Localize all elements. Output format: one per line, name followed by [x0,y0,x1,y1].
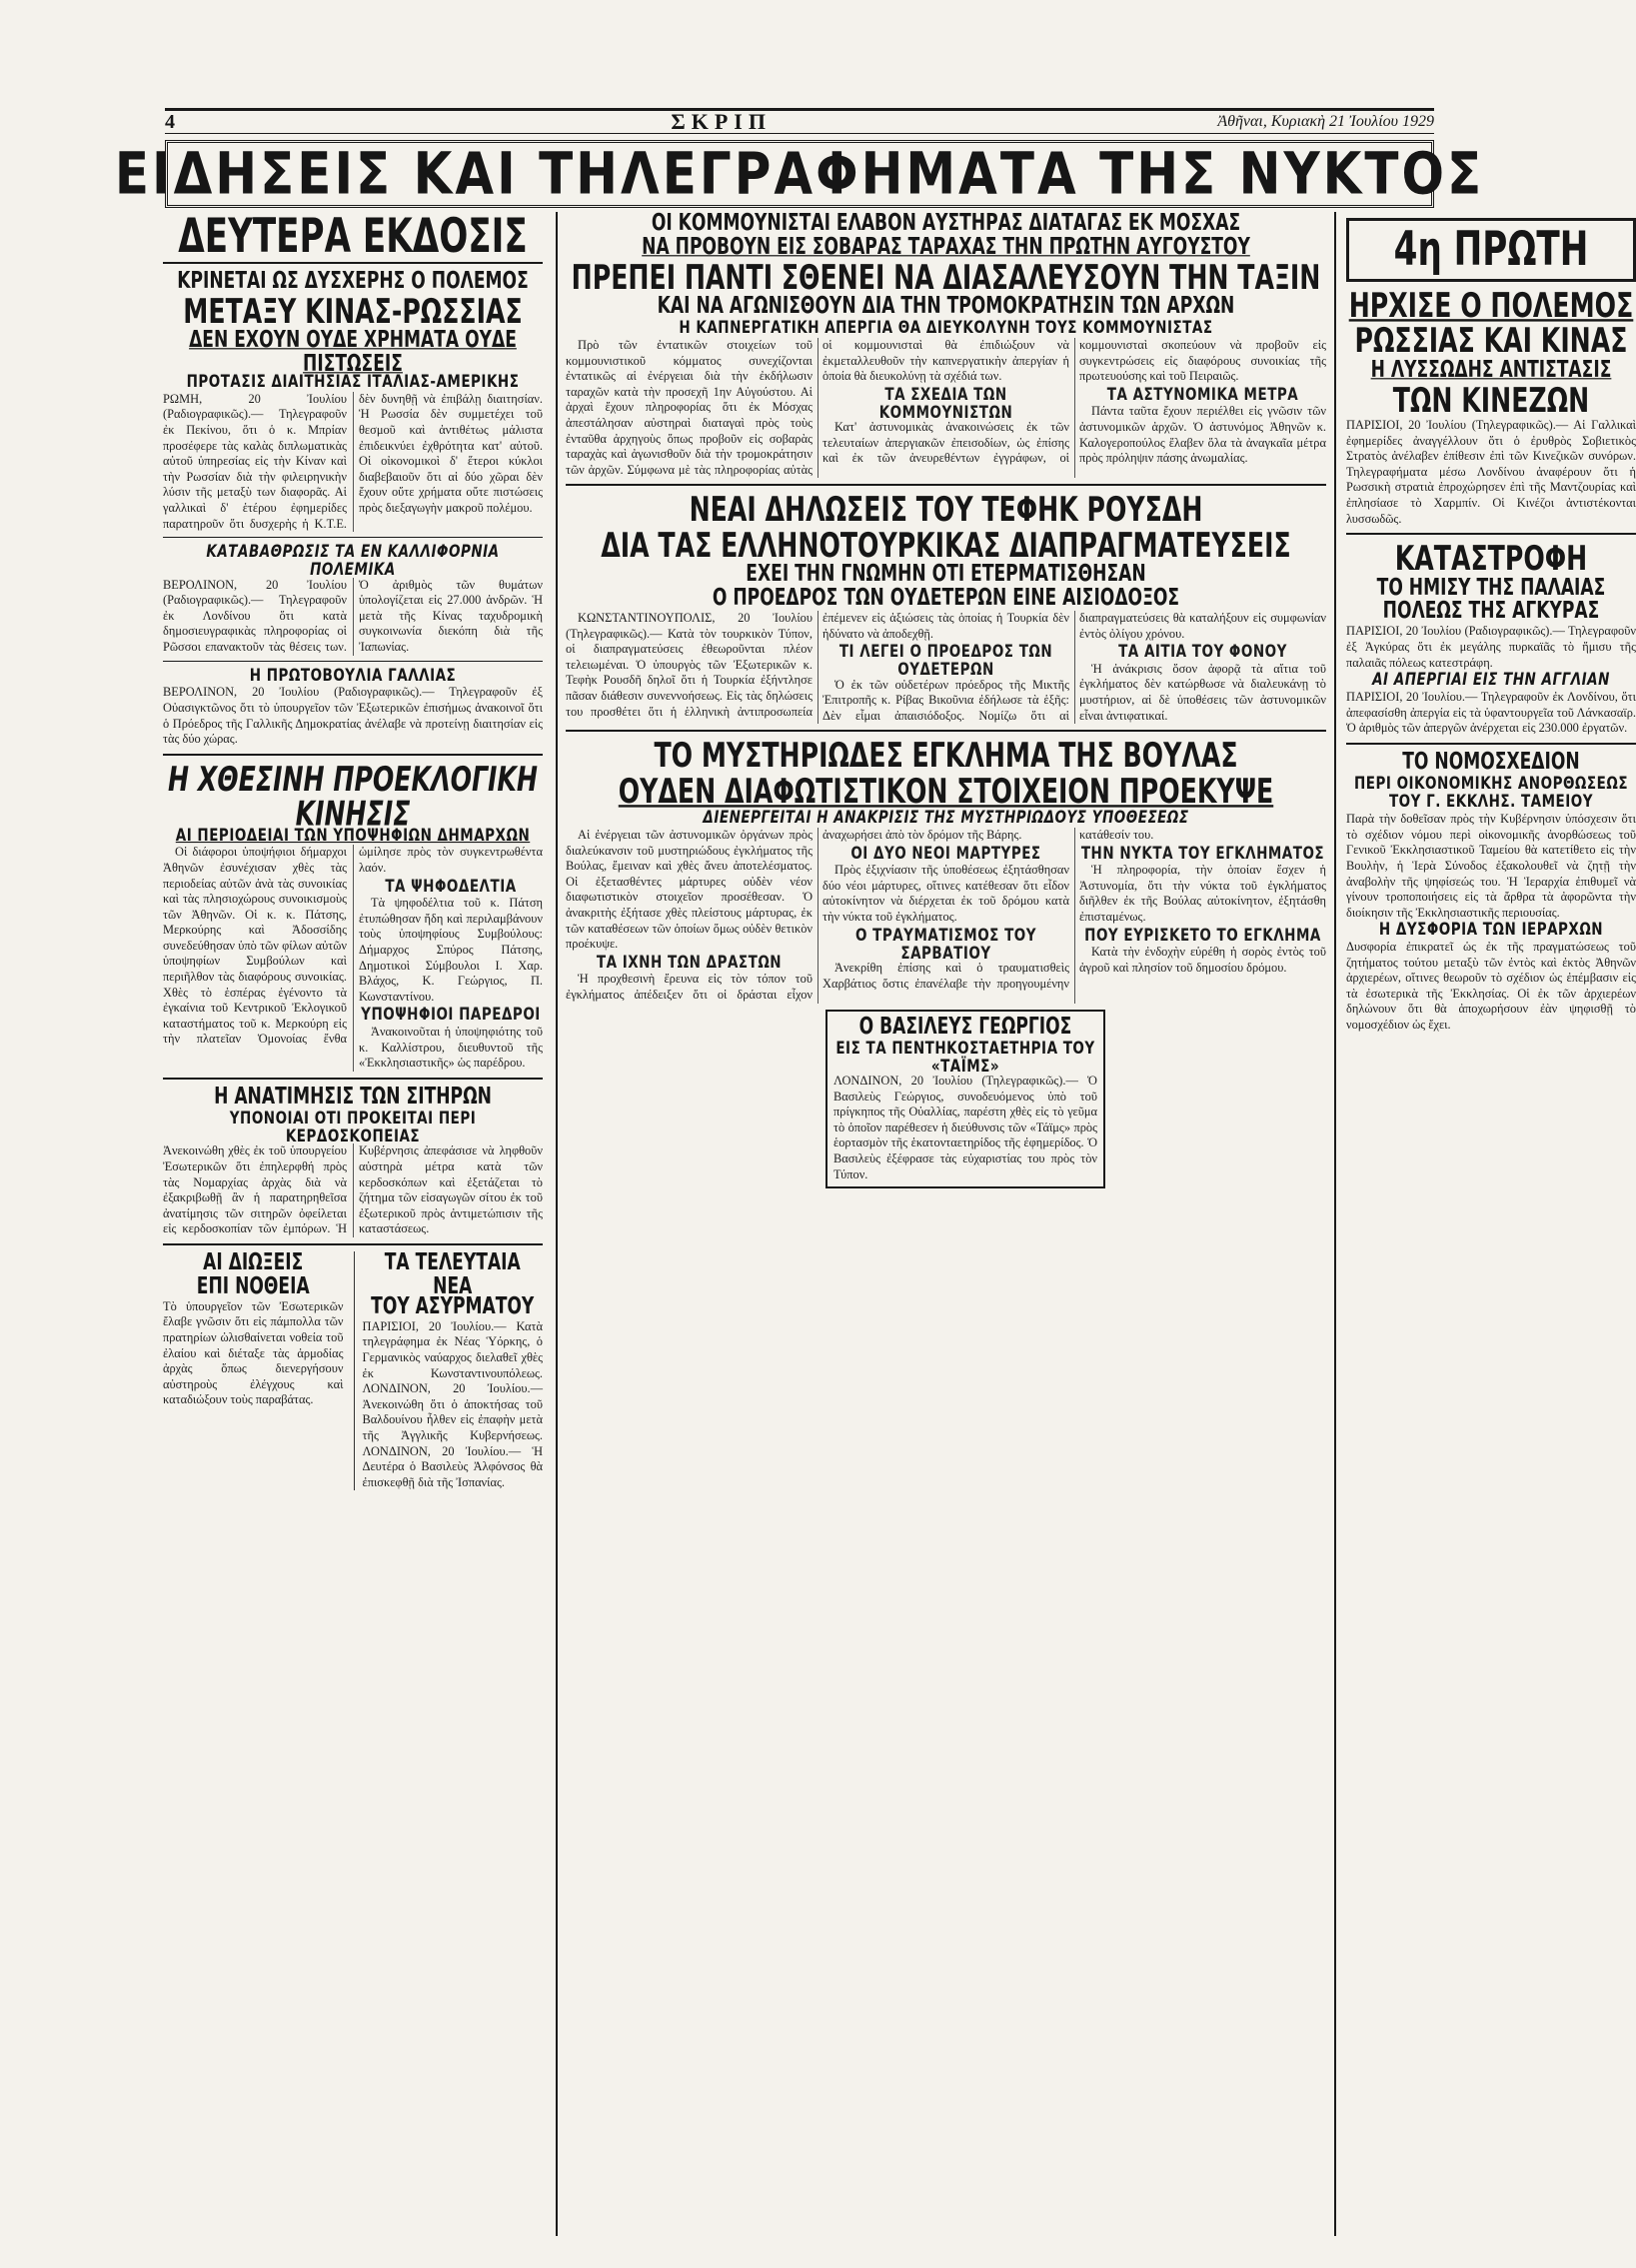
subheadline: ΔΕΝ ΕΧΟΥΝ ΟΥΔΕ ΧΡΗΜΑΤΑ ΟΥΔΕ ΠΙΣΤΩΣΕΙΣ [189,326,517,378]
article-church-fund [1346,748,1636,1034]
subheadline: ΤΙ ΛΕΓΕΙ Ο ΠΡΟΕΔΡΟΣ ΤΩΝ ΟΥΔΕΤΕΡΩΝ [838,640,1053,680]
article-communists [566,209,1326,478]
headline: ΕΠΙ ΝΟΘΕΙΑ [196,1272,310,1299]
article-disaster [163,540,543,655]
article-arbitration [163,664,543,748]
paragraph: Αἱ ἐνέργειαι τῶν ἀστυνομικῶν ὀργάνων πρὸς διαλεύκανσιν τοῦ μυστηριώδους ἐγκλήματος τῆς Βούλας, ἔμειναν καὶ χθὲς ἄνευ ἀποτελέσματος. Οἱ ἐξετασθέντες μάρτυρες οὐδὲν νέον διαφωτιστικὸν στοιχεῖον προσέθεσαν. Ὁ ἀνακριτὴς ἐξήτασε χθὲς πλείστους μάρτυρας, ἐκ τῶν καταθέσεων τῶν ὁποίων ὅμως οὐδὲν θετικὸν προέκυψε. [566,827,813,952]
headline: Η ΑΝΑΤΙΜΗΣΙΣ ΤΩΝ ΣΙΤΗΡΩΝ [214,1083,492,1110]
article-prosecution [163,1248,344,1490]
article-body: Παρὰ τὴν δοθεῖσαν πρὸς τὴν Κυβέρνησιν ὑπόσχεσιν ὅτι τὸ σχέδιον νόμου περὶ οἰκονομικῆς ἀνορθώσεως τοῦ Γενικοῦ Ἐκκλησιαστικοῦ Ταμείου θὰ κατετίθετο εἰς τὴν Βουλὴν, ἡ Ἱερὰ Σύνοδος ἐξακολουθεῖ νὰ ζητῇ τὴν ἀναβολὴν τῆς ψηφίσεώς του. Ἡ Ἱεραρχία ἐπιθυμεῖ νὰ γίνουν τροποποιήσεις εἰς τὰ ἄρθρα τὰ ἀφορῶντα τὴν διοίκησιν τῆς Ἐκκλησιαστικῆς περιουσίας. [1346,812,1636,920]
headline: ΚΡΙΝΕΤΑΙ ΩΣ ΔΥΣΧΕΡΗΣ Ο ΠΟΛΕΜΟΣ [177,267,529,294]
headline: Η ΠΡΩΤΟΒΟΥΛΙΑ ΓΑΛΛΙΑΣ [249,664,457,686]
article-body: ΠΑΡΙΣΙΟΙ, 20 Ἰουλίου.— Τηλεγραφοῦν ἐκ Λονδίνου, ὅτι ἀπεφασίσθη ἀπεργία εἰς τὰ ὑφαντουργεῖα τοῦ Λάνκασαϊρ. Ὁ ἀριθμὸς τῶν ἀπεργῶν ἀνέρχεται εἰς 230.000 ἐργατῶν. [1346,689,1636,736]
article-body [566,828,1326,1004]
paragraph: Πάντα ταῦτα ἔχουν περιέλθει εἰς γνῶσιν τῶν ἀστυνομικῶν ἀρχῶν. Ὁ ἀστυνόμος Ἀθηνῶν κ. Καλογεροπούλος ἔλαβεν ὅλα τὰ ἀναγκαῖα μέτρα πρὸς πρόληψιν πάσης ἀνωμαλίας. [1079,404,1326,466]
subheadline: ΟΙ ΔΥΟ ΝΕΟΙ ΜΑΡΤΥΡΕΣ [850,842,1041,863]
article-body: Ἀνεκοινώθη χθὲς ἐκ τοῦ ὑπουργείου Ἐσωτερικῶν ὅτι ἐπηλερφθή πρὸς τὰς Νομαρχίας ἀρχὰς διὰ νὰ ἐξακριβωθῇ ἂν ἡ παρατηρηθεῖσα ἀνατίμησις τῶν σιτηρῶν ὀφείλεται εἰς κερδοσκοπίαν τῶν ἐμπόρων. Ἡ Κυβέρνησις ἀπεφάσισε νὰ ληφθοῦν αὐστηρὰ μέτρα κατὰ τῶν κερδοσκόπων καὶ ἐξετάζεται τὸ ζήτημα τῶν εἰσαγωγῶν σίτου ἐκ τοῦ ἐξωτερικοῦ πρὸς ἀντιμετώπισιν τῆς καταστάσεως. [163,1143,543,1236]
headline: ΤΟ ΜΥΣΤΗΡΙΩΔΕΣ ΕΓΚΛΗΜΑ ΤΗΣ ΒΟΥΛΑΣ [654,736,1238,776]
paragraph: Πρὸς ἐξιχνίασιν τῆς ὑποθέσεως ἐξητάσθησαν δύο νέοι μάρτυρες, οἵτινες κατέθεσαν ὅτι εἶδον αὐτοκίνητον νὰ διέρχεται ἐκ τοῦ δρόμου κατὰ τὴν νύκτα τοῦ ἐγκλήματος. [822,863,1069,925]
headline: ΤΟ ΗΜΙΣΥ ΤΗΣ ΠΑΛΑΙΑΣ [1376,574,1606,601]
article-body: ΒΕΡΟΛΙΝΟΝ, 20 Ἰουλίου (Ραδιογραφικῶς).— Τηλεγραφοῦν ἐξ Οὐασιγκτῶνος ὅτι τὸ ὑπουργεῖον τῶν Ἐξωτερικῶν ἐπισήμως ἀνακοινοῖ ὅτι ὁ Πρόεδρος τῆς Γαλλικῆς Δημοκρατίας ἀνέλαβε νὰ προτείνῃ διαιτησίαν εἰς τὰς δύο χώρας. [163,685,543,747]
headline: ΠΟΛΕΩΣ ΤΗΣ ΑΓΚΥΡΑΣ [1382,598,1600,625]
subheadline: ΔΙΕΝΕΡΓΕΙΤΑΙ Η ΑΝΑΚΡΙΣΙΣ ΤΗΣ ΜΥΣΤΗΡΙΩΔΟΥΣ ΥΠΟΘΕΣΕΩΣ [703,806,1189,828]
subheadline: ΥΠΟΨΗΦΙΟΙ ΠΑΡΕΔΡΟΙ [361,1004,541,1025]
column-left [163,208,543,2236]
subheadline: ΕΧΕΙ ΤΗΝ ΓΝΩΜΗΝ ΟΤΙ ΕΤΕΡΜΑΤΙΣΘΗΣΑΝ [746,560,1146,588]
article-body: ΒΕΡΟΛΙΝΟΝ, 20 Ἰουλίου (Ραδιογραφικῶς).— Τηλεγραφοῦν ἐκ Λονδίνου ὅτι κατὰ δημοσιευγραφικὰς πληροφορίας οἱ Ρῶσσοι επανακτοῦν τὰς θέσεις των. Ὁ ἀριθμὸς τῶν θυμάτων ὑπολογίζεται εἰς 27.000 ἀνδρῶν. Ἡ μετὰ τῆς Κίνας ταχυδρομικὴ συγκοινωνία διεκόπη διὰ τῆς Ἰαπωνίας. [163,577,543,655]
headline: ΡΩΣΣΙΑΣ ΚΑΙ ΚΙΝΑΣ [1354,320,1628,361]
article-latest-wireless [354,1248,544,1490]
subheadline: ΠΟΥ ΕΥΡΙΣΚΕΤΟ ΤΟ ΕΓΚΛΗΜΑ [1084,924,1321,946]
article-body: Τὸ ὑπουργεῖον τῶν Ἐσωτερικῶν ἔλαβε γνῶσιν ὅτι εἰς πάμπολλα τῶν πρατηρίων ὠλισθαίνεται νοθεία τοῦ ἐλαίου καὶ διέταξε τὰς ἀρμοδίας ἀρχὰς ὅπως διενεργήσουν αὐστηροὺς ἐλέγχους καὶ καταδιώξουν τοὺς παραβάτας. [163,1298,344,1407]
subheadline: ΕΙΣ ΤΑ ΠΕΝΤΗΚΟΣΤΑΕΤΗΡΙΑ ΤΟΥ «ΤΑΪΜΣ» [835,1037,1095,1077]
article-body [566,338,1326,478]
paragraph: Οἱ διάφοροι ὑποψήφιοι δήμαρχοι Ἀθηνῶν ἐσυνέχισαν χθὲς τὰς περιοδείας αὐτῶν ἀνὰ τὰς συνοικίας καὶ τὰς πλησιοχώρους συνοικισμοὺς τῶν Ἀθηνῶν. Οἱ κ. κ. Πάτσης, Μερκούρης καὶ Ἀδοσσίδης συνεδεύθησαν ὑπὸ τῶν φίλων αὐτῶν ὑποψηφίων Συμβούλων καὶ περιῆλθον τὰς διαφόρους συνοικίας. Χθὲς τὸ ἑσπέρας ἐγένοντο τὰ ἐγκαίνια τοῦ Κεντρικοῦ Ἐκλογικοῦ καταστήματος τοῦ κ. Μερκούρη εἰς τὴν πλατεῖαν Ὁμονοίας ἔνθα ὡμίλησε πρὸς τὸν συγκεντρωθέντα λαόν. [163,845,543,1047]
page-banner [114,140,1485,208]
subheadline: ΤΩΝ ΚΙΝΕΖΩΝ [1392,380,1590,420]
subheadline: ΤΑ ΨΗΦΟΔΕΛΤΙΑ [385,875,517,896]
latest-edition-box [1346,218,1636,282]
latest-edition-label: 4η ΠΡΩΤΗ [1393,221,1589,277]
paragraph: Τὰ ψηφοδέλτια τοῦ κ. Πάτση ἐτυπώθησαν ἤδη καὶ περιλαμβάνουν τοὺς ὑποψηφίους Συμβούλους: Δήμαρχος Σπύρος Πάτσης, Δημοτικοὶ Σύμβουλοι Ι. Χαρ. Βλάχος, Κ. Γεώργιος, Π. Κωνσταντίνου. [359,896,543,1004]
article-body [566,611,1326,724]
subheadline: Η ΛΥΣΣΩΔΗΣ ΑΝΤΙΣΤΑΣΙΣ [1370,356,1612,383]
headline: ΠΕΡΙ ΟΙΚΟΝΟΜΙΚΗΣ ΑΝΟΡΘΩΣΕΩΣ [1353,772,1629,794]
edition-title: ΔΕΥΤΕΡΑ ΕΚΔΟΣΙΣ [178,208,528,264]
subheadline: ΥΠΟΝΟΙΑΙ ΟΤΙ ΠΡΟΚΕΙΤΑΙ ΠΕΡΙ ΚΕΡΔΟΣΚΟΠΕΙΑΣ [229,1107,477,1146]
subheadline: Η ΔΥΣΦΟΡΙΑ ΤΩΝ ΙΕΡΑΡΧΩΝ [1378,919,1604,940]
headline: ΜΕΤΑΞΥ ΚΙΝΑΣ-ΡΩΣΣΙΑΣ [183,291,523,332]
headline: ΤΑ ΤΕΛΕΥΤΑΙΑ ΝΕΑ [384,1248,521,1299]
subheadline: ΑΙ ΠΕΡΙΟΔΕΙΑΙ ΤΩΝ ΥΠΟΨΗΦΙΩΝ ΔΗΜΑΡΧΩΝ [175,824,531,845]
article-grain [163,1083,543,1237]
article-ankara-disaster [1346,538,1636,737]
article-war-china-russia [163,267,543,532]
headline: Ο ΒΑΣΙΛΕΥΣ ΓΕΩΡΓΙΟΣ [858,1013,1072,1040]
paragraph: Κατ' ἀστυνομικὰς ἀνακοινώσεις ἐκ τῶν τελευταίων ἀπεργιακῶν ἐπεισοδίων, ὡς ἐπίσης καὶ ἐκ τῶν ἀνευρεθέντων ἐγγράφων, οἱ κομμουνισταὶ σκοπεύουν νὰ προβοῦν εἰς συγκεντρώσεις εἰς διαφόρους συνοικίας τῆς πρωτευούσης καὶ τοῦ Πειραιῶς. [822,337,1326,466]
headline: ΝΕΑΙ ΔΗΛΩΣΕΙΣ ΤΟΥ ΤΕΦΗΚ ΡΟΥΣΔΗ [689,489,1203,530]
article-body: ΠΑΡΙΣΙΟΙ, 20 Ἰουλίου (Ραδιογραφικῶς).— Τηλεγραφοῦν ἐξ Ἀγκύρας ὅτι ἐκ μεγάλης πυρκαϊᾶς τὸ ἥμισυ τῆς παλαιᾶς πόλεως κατεστράφη. [1346,624,1636,670]
article-rushdi [566,489,1326,724]
headline: ΤΟ ΝΟΜΟΣΧΕΔΙΟΝ [1402,748,1580,775]
article-war-started [1346,285,1636,527]
headline: ΝΑ ΠΡΟΒΟΥΝ ΕΙΣ ΣΟΒΑΡΑΣ ΤΑΡΑΧΑΣ ΤΗΝ ΠΡΩΤΗΝ ΑΥΓΟΥΣΤΟΥ [642,233,1250,260]
headline: ΟΙ ΚΟΜΜΟΥΝΙΣΤΑΙ ΕΛΑΒΟΝ ΑΥΣΤΗΡΑΣ ΔΙΑΤΑΓΑΣ ΕΚ ΜΟΣΧΑΣ [651,209,1241,236]
headline: Η ΧΘΕΣΙΝΗ ΠΡΟΕΚΛΟΓΙΚΗ ΚΙΝΗΣΙΣ [167,759,538,835]
subheadline: Ο ΠΡΟΕΔΡΟΣ ΤΩΝ ΟΥΔΕΤΕΡΩΝ ΕΙΝΕ ΑΙΣΙΟΔΟΞΟΣ [712,584,1180,612]
subheadline: Ο ΤΡΑΥΜΑΤΙΣΜΟΣ ΤΟΥ ΣΑΡΒΑΤΙΟΥ [854,924,1037,964]
headline: ΑΙ ΔΙΩΞΕΙΣ [203,1248,304,1275]
banner-title: ΕΙΔΗΣΕΙΣ ΚΑΙ ΤΗΛΕΓΡΑΦΗΜΑΤΑ ΤΗΣ ΝΥΚΤΟΣ [114,140,1485,208]
date-line: Ἀθῆναι, Κυριακὴ 21 Ἰουλίου 1929 [1217,113,1434,130]
subheadline: ΤΗΝ ΝΥΚΤΑ ΤΟΥ ΕΓΚΛΗΜΑΤΟΣ [1080,842,1325,863]
subheadline: ΤΑ ΑΙΤΙΑ ΤΟΥ ΦΟΝΟΥ [1118,640,1287,662]
paragraph: Πρὸ τῶν ἐντατικῶν στοιχείων τοῦ κομμουνιστικοῦ κόμματος συνεχίζονται ἐντατικῶς αἱ ἐνέργειαι διὰ τὴν ἐκδήλωσιν ταραχῶν κατὰ τὴν προσεχῆ 1ην Αὐγούστου. Αἱ ἀρχαὶ ἔχουν πληροφορίας ὅτι ἐκ Μόσχας ἀπεστάλησαν αὐστηραὶ διαταγαὶ πρὸς τοὺς ἐνταῦθα ἀρχηγοὺς ὅπως προβοῦν εἰς σοβαρὰς ταραχὰς καὶ ἀγωνισθοῦν διὰ τὴν τρομοκράτησιν τῶν ἀρχῶν. Σύμφωνα μὲ τὰς πληροφορίας αὐτὰς οἱ κομμουνισταὶ θὰ ἐπιδιώξουν νὰ ἐκμεταλλευθοῦν τὴν καπνεργατικὴν ἀπεργίαν ἡ ὁποία θὰ διευκολύνῃ τὰ σχέδιά των. [566,337,1069,477]
subheadline: ΤΑ ΑΣΤΥΝΟΜΙΚΑ ΜΕΤΡΑ [1106,383,1299,405]
column-center [556,209,1336,2236]
article-body [163,845,543,1072]
article-crime [566,738,1326,1003]
paragraph: ΚΩΝΣΤΑΝΤΙΝΟΥΠΟΛΙΣ, 20 Ἰουλίου (Τηλεγραφικῶς).— Κατὰ τὸν τουρκικὸν Τύπον, οἱ διαπραγματεύσεις ἐθεωροῦνται πλέον τελειωμέναι. Ὁ ὑπουργὸς τῶν Ἐξωτερικῶν κ. Τεφὴκ Ρουσδῆ δηλοῖ ὅτι ἡ Τουρκία ἐξήντλησε πᾶσαν διάθεσιν συνεννοήσεως. Εἰς τὰς δηλώσεις του προσθέτει ὅτι ἡ ἑλληνικὴ ἀντιπροσωπεία ἐπέμενεν εἰς ἀξιώσεις τὰς ὁποίας ἡ Τουρκία δὲν ἠδύνατο νὰ ἀποδεχθῇ. [566,610,1069,719]
headline: ΤΟΥ ΑΣΥΡΜΑΤΟΥ [371,1292,535,1319]
masthead [165,108,1434,134]
bottom-row [163,1248,543,1490]
article-body: ΡΩΜΗ, 20 Ἰουλίου (Ραδιογραφικῶς).— Τηλεγραφοῦν ἐκ Πεκίνου, ὅτι ὁ κ. Μπρίαν προσέφερε τὰς καλὰς διπλωματικὰς αὐτοῦ ὑπηρεσίας εἰς τὴν Κίναν καὶ τὴν Ρωσσίαν διὰ τὴν φιλειρηνικὴν λύσιν τῆς μεταξὺ των διαφορᾶς. Αἱ γαλλικαὶ δ' ἑτέρου ἐφημερίδες παρατηροῦν ὅτι δυσχερὴς ἡ Κ.Τ.Ε. δὲν δυνηθῇ νὰ ἐπιβάλῃ διαιτησίαν. Ἡ Ρωσσία δὲν συμμετέχει τοῦ θεσμοῦ καὶ ἀντιθέτως μάλιστα ἐπιδεικνύει ἐχθρότητα κατ' αὐτοῦ. Οἱ οἰκονομικοὶ δ' ἕτεροι κύκλοι διαβεβαιοῦν ὅτι αἱ δύο χῶραι δὲν ἔχουν οὔτε χρήματα οὔτε πιστώσεις πρὸς διεξαγωγὴν μακροῦ πολέμου. [163,391,543,531]
subheadline: ΚΑΙ ΝΑ ΑΓΩΝΙΣΘΟΥΝ ΔΙΑ ΤΗΝ ΤΡΟΜΟΚΡΑΤΗΣΙΝ ΤΩΝ ΑΡΧΩΝ [657,292,1235,320]
subheadline: Η ΚΑΠΝΕΡΓΑΤΙΚΗ ΑΠΕΡΓΙΑ ΘΑ ΔΙΕΥΚΟΛΥΝΗ ΤΟΥΣ ΚΟΜΜΟΥΝΙΣΤΑΣ [679,316,1213,338]
article-body: Δυσφορία ἐπικρατεῖ ὡς ἐκ τῆς πραγματώσεως τοῦ ζητήματος τούτου μεταξὺ τῶν ἐντὸς καὶ ἐκτὸς Ἀθηνῶν ἀρχιερέων, οἵτινες θεωροῦν τὸ σχέδιον ὡς ἐπέμβασιν εἰς τὰ ἐσωτερικὰ τῆς Ἐκκλησίας. Οἱ ἐκ τῶν ἀρχιερέων δηλώνουν ὅτι θὰ ἀποχωρήσουν ἐὰν ψηφισθῇ τὸ νομοσχέδιον ὡς ἔχει. [1346,940,1636,1033]
headline: ΚΑΤΑΒΑΘΡΩΣΙΣ ΤΑ ΕΝ ΚΑΛΛΙΦΟΡΝΙΑ ΠΟΛΕΜΙΚΑ [206,540,500,580]
page-number: 4 [165,110,175,133]
headline: ΗΡΧΙΣΕ Ο ΠΟΛΕΜΟΣ [1348,285,1634,326]
article-body: ΠΑΡΙΣΙΟΙ, 20 Ἰουλίου (Τηλεγραφικῶς).— Αἱ Γαλλικαὶ ἐφημερίδες ἀναγγέλλουν ὅτι ὁ ἐρυθρὸς Σοβιετικὸς Στρατὸς ἀνέλαβεν ἐπίθεσιν ἐπὶ τῶν Κινεζικῶν συνόρων. Τηλεγραφήματα μέσω Λονδίνου ἀναφέρουν ὅτι ἡ Ρωσσικὴ στρατιὰ ἐπροχώρησεν ἐπὶ τῆς Μαντζουρίας καὶ ἐπλησίασε τὸ Χαρμπίν. Οἱ Κινέζοι ἀντιστέκονται λυσσωδῶς. [1346,418,1636,526]
article-election [163,759,543,1072]
article-body: ΛΟΝΔΙΝΟΝ, 20 Ἰουλίου (Τηλεγραφικῶς).— Ὁ Βασιλεὺς Γεώργιος, συνοδευόμενος ὑπὸ τοῦ πρίγκηπος τῆς Οὐαλλίας, παρέστη χθὲς εἰς τὸ γεῦμα τὸ ὁποῖον παρέθεσεν ἡ διεύθυνσις τῶν «Τάϊμς» πρὸς ἑορτασμὸν τῆς ἑκατονταετηρίδος τῆς ἐφημερίδος. Ὁ Βασιλεὺς ἐξέφρασε τὰς εὐχαριστίας του πρὸς τὸν Τύπον. [833,1074,1097,1181]
subheadline: ΤΑ ΙΧΝΗ ΤΩΝ ΔΡΑΣΤΩΝ [596,951,783,973]
paragraph: Ὁ ἐκ τῶν οὐδετέρων πρόεδρος τῆς Μικτῆς Ἐπιτροπῆς κ. Ρίβας Βικοῦνια ἐδήλωσε τὰ ἑξῆς: Δὲν εἶμαι ἀπαισιόδοξος. Νομίζω ὅτι αἱ διαπραγματεύσεις θὰ καταλήξουν εἰς συμφωνίαν ἐντὸς ὀλίγου χρόνου. [822,610,1326,723]
headline: ΚΑΤΑΣΤΡΟΦΗ [1394,538,1588,579]
paragraph: Ἡ προχθεσινὴ ἔρευνα εἰς τὸν τόπον τοῦ ἐγκλήματος ἀπέδειξεν ὅτι οἱ δράσται εἶχον ἀναχωρήσει ἀπὸ τὸν δρόμον τῆς Βάρης. [566,827,1022,1003]
headline: ΟΥΔΕΝ ΔΙΑΦΩΤΙΣΤΙΚΟΝ ΣΤΟΙΧΕΙΟΝ ΠΡΟΕΚΥΨΕ [618,771,1274,812]
article-body: ΠΑΡΙΣΙΟΙ, 20 Ἰουλίου.— Κατὰ τηλεγράφημα ἐκ Νέας Ὑόρκης, ὁ Γερμανικὸς ναύαρχος διελαθεῖ χθὲς ἐκ Κωνσταντινουπόλεως. ΛΟΝΔΙΝΟΝ, 20 Ἰουλίου.— Ἀνεκοινώθη ὅτι ὁ ἀποκτήσας τοῦ Βαλδουίνου ἦλθεν εἰς ἐπαφὴν μετὰ τῆς Ἀγγλικῆς Κυβερνήσεως. ΛΟΝΔΙΝΟΝ, 20 Ἰουλίου.— Ἡ Δευτέρα ὁ Βασιλεὺς Ἀλφόνσος θὰ ἐπισκεφθῇ διὰ τῆς Ἰσπανίας. [362,1318,543,1489]
paragraph: Ἡ ἀνάκρισις ὅσον ἀφορᾷ τὰ αἴτια τοῦ ἐγκλήματος δὲν κατώρθωσε νὰ διαλευκάνῃ τὸ μυστήριον, αἱ δὲ ὑποθέσεις τῶν ἀστυνομικῶν εἶναι ἀντιφατικαί. [1079,661,1326,723]
paragraph: Ἡ πληροφορία, τὴν ὁποίαν ἔσχεν ἡ Ἀστυνομία, ὅτι τὴν νύκτα τοῦ ἐγκλήματος διῆλθεν ἐκ τῆς Βούλας αὐτοκίνητον, ἐξητάσθη ἐπισταμένως. [1079,863,1326,925]
column-right [1346,212,1636,2236]
headline: ΔΙΑ ΤΑΣ ΕΛΛΗΝΟΤΟΥΡΚΙΚΑΣ ΔΙΑΠΡΑΓΜΑΤΕΥΣΕΙΣ [601,525,1291,565]
article-king [825,1010,1105,1189]
paper-name: ΣΚΡΙΠ [671,109,772,134]
subheadline: ΤΑ ΣΧΕΔΙΑ ΤΩΝ ΚΟΜΜΟΥΝΙΣΤΩΝ [878,383,1013,423]
paragraph: Κατὰ τὴν ἐνδοχὴν εὑρέθη ἡ σορὸς ἐντὸς τοῦ ἀγροῦ καὶ πλησίον τοῦ δημοσίου δρόμου. [1079,945,1326,976]
paragraph: Ἀνακοινοῦται ἡ ὑποψηφιότης τοῦ κ. Καλλίστρου, διευθυντοῦ τῆς «Ἐκκλησιαστικῆς» ὡς παρέδρου. [359,1025,543,1071]
subheadline: ΑΙ ΑΠΕΡΓΙΑΙ ΕΙΣ ΤΗΝ ΑΓΓΛΙΑΝ [1372,668,1610,690]
headline: ΠΡΕΠΕΙ ΠΑΝΤΙ ΣΘΕΝΕΙ ΝΑ ΔΙΑΣΑΛΕΥΣΟΥΝ ΤΗΝ ΤΑΞΙΝ [571,257,1321,298]
subheadline: ΠΡΟΤΑΣΙΣ ΔΙΑΙΤΗΣΙΑΣ ΙΤΑΛΙΑΣ-ΑΜΕΡΙΚΗΣ [186,370,520,392]
headline: ΤΟΥ Γ. ΕΚΚΛΗΣ. ΤΑΜΕΙΟΥ [1388,791,1594,812]
paragraph: Ἀνεκρίθη ἐπίσης καὶ ὁ τραυματισθεὶς Χαρβάτιος ὅστις ἐπανέλαβε τὴν προηγουμένην κατάθεσίν του. [822,827,1154,991]
